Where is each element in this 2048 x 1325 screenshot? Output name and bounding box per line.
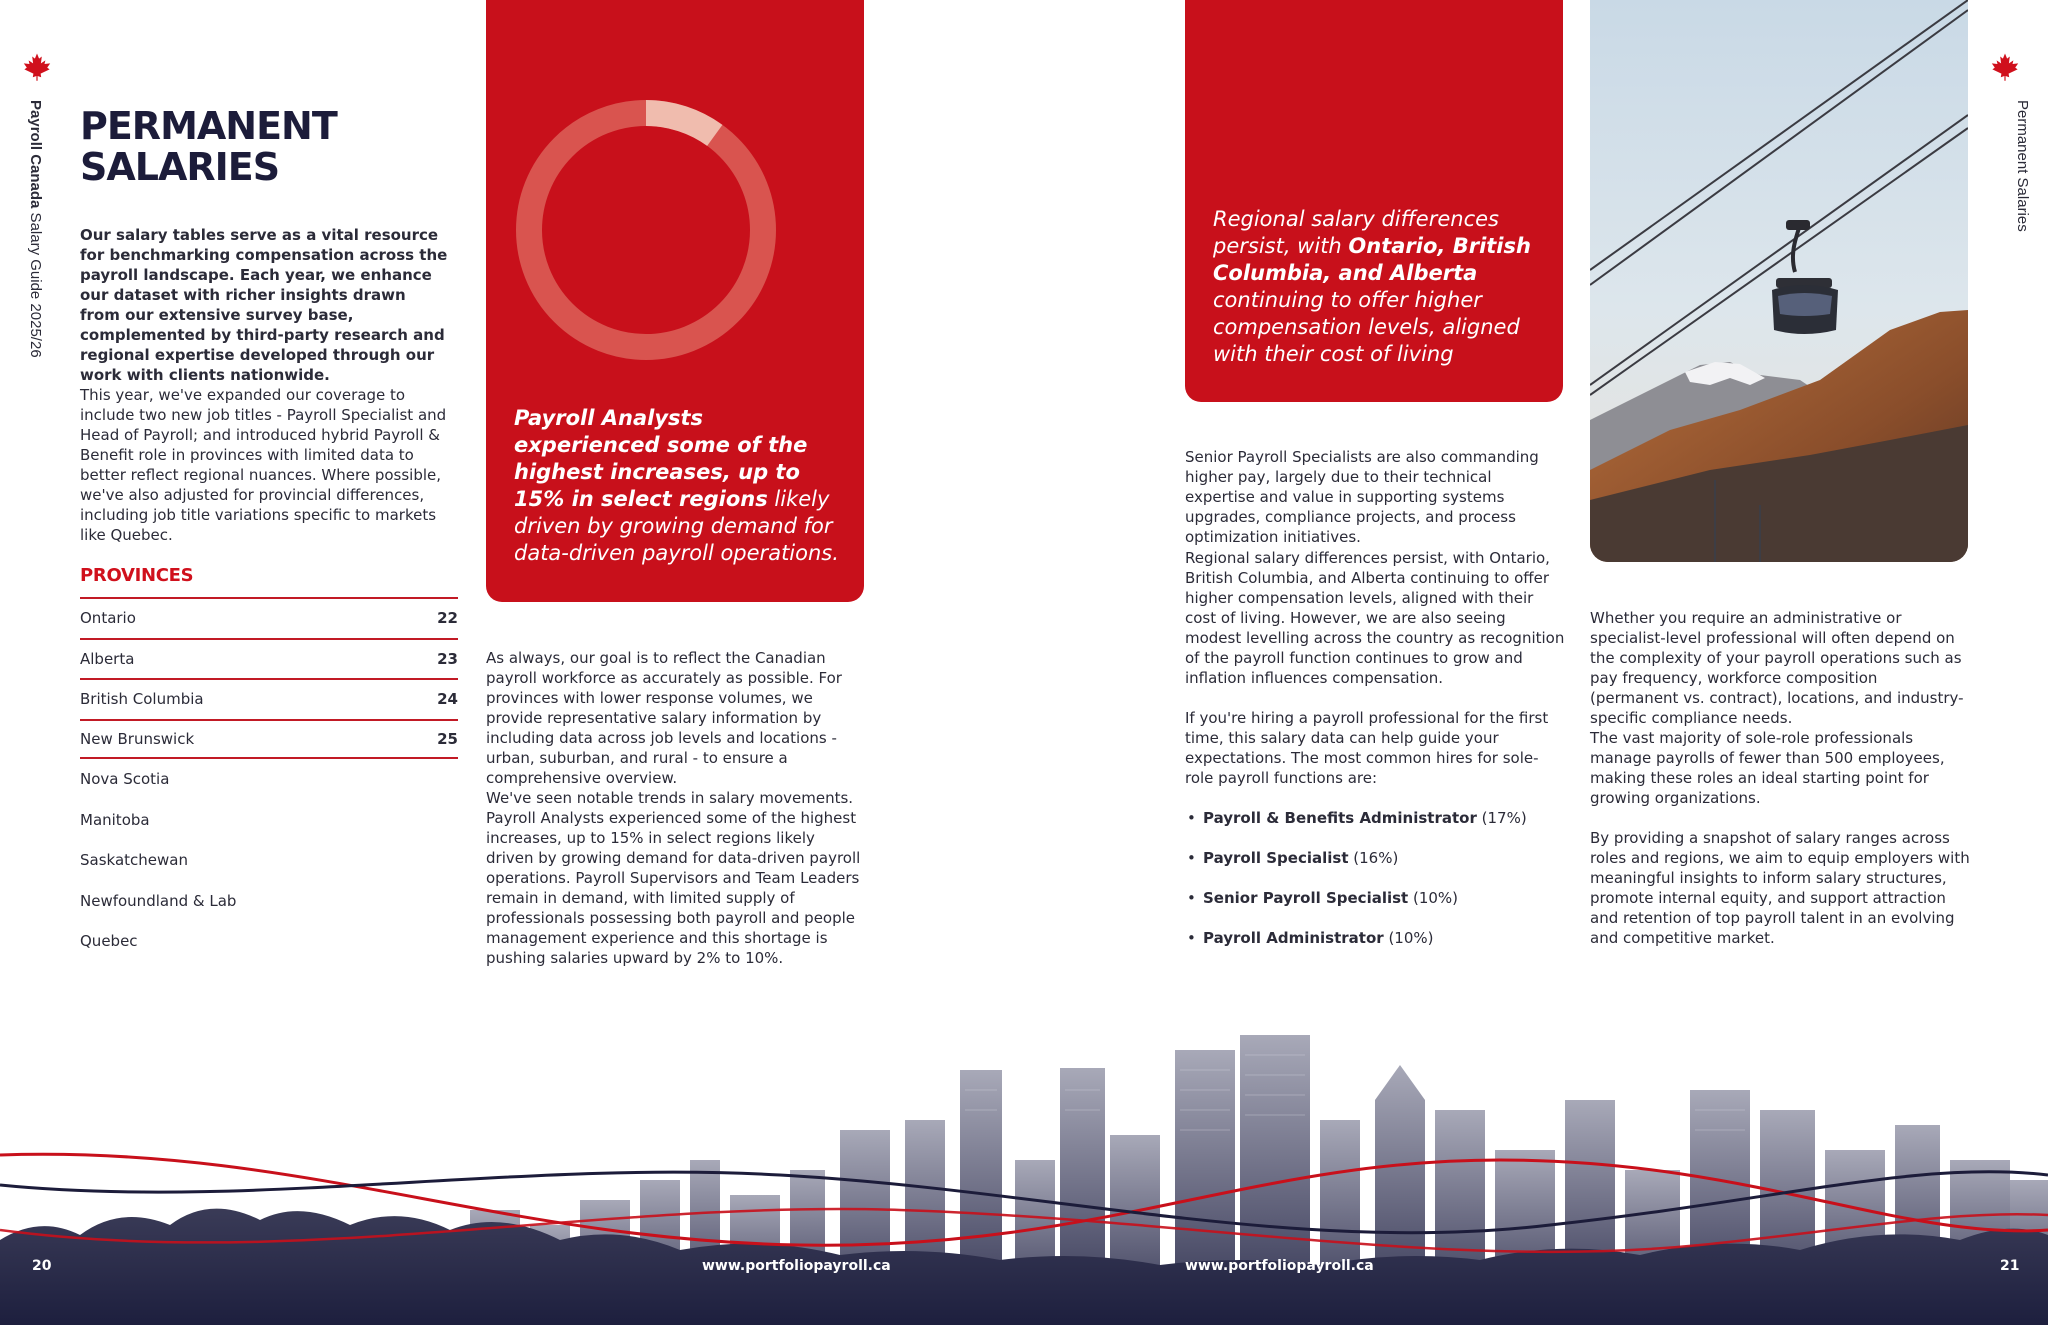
highlight-card-analysts: [486, 0, 864, 602]
intro-bold-paragraph: Our salary tables serve as a vital resource for benchmarking compensation across the payroll landscape. Each year, we enhance our dataset with richer insights drawn from our extensive survey base, complemented by third-party research and regional expertise developed through our work with clients nationwide.: [80, 226, 448, 384]
col4-paragraph-3: By providing a snapshot of salary ranges across roles and regions, we aim to equip employers with meaningful insights to inform salary structures, promote internal equity, and support attraction and retention of top payroll talent in an evolving and competitive market.: [1590, 829, 1970, 947]
page-title-line1: PERMANENT: [80, 104, 337, 148]
province-row-ontario[interactable]: [80, 597, 458, 638]
highlight-card-regional: [1185, 0, 1563, 402]
province-page-number: 25: [437, 729, 458, 748]
col3-paragraph-3: If you're hiring a payroll professional for the first time, this salary data can help guide your expectations. The most common hires for sole-role payroll functions are:: [1185, 709, 1549, 787]
province-row-british-columbia[interactable]: [80, 678, 458, 719]
regional-quote-post: continuing to offer higher compensation levels, aligned with their cost of living: [1213, 288, 1520, 366]
hire-pct: (10%): [1383, 929, 1434, 947]
common-hires-list: [1185, 808, 1565, 968]
photo-illustration: [1590, 0, 1968, 562]
province-row-alberta[interactable]: [80, 638, 458, 679]
province-name: Newfoundland & Lab: [80, 891, 237, 910]
guide-brand: Payroll Canada: [27, 100, 44, 209]
hire-role: Payroll & Benefits Administrator: [1203, 809, 1477, 827]
province-name: Manitoba: [80, 810, 150, 829]
province-row-quebec: [80, 921, 458, 962]
province-row-newfoundland: [80, 881, 458, 922]
province-name: Saskatchewan: [80, 851, 188, 870]
analysts-quote-rest: likely driven by growing demand for data-driven payroll operations.: [514, 487, 839, 565]
page-number-right: 21: [2000, 1258, 2020, 1274]
hire-role: Senior Payroll Specialist: [1203, 889, 1409, 907]
hire-item: [1185, 848, 1565, 888]
analysts-quote: [514, 405, 844, 567]
province-name: Nova Scotia: [80, 770, 170, 789]
col2-paragraph-1: As always, our goal is to reflect the Canadian payroll workforce as accurately as possible. For provinces with lower response volumes, we provide representative salary information by including data across job levels and locations - urban, suburban, and rural - to ensure a comprehensive overview.: [486, 649, 842, 787]
hire-item: [1185, 808, 1565, 848]
website-link-right[interactable]: www.portfoliopayroll.ca: [1185, 1258, 1374, 1274]
provinces-list: [80, 597, 458, 962]
guide-subtitle: Salary Guide 2025/26: [27, 208, 44, 358]
donut-ring: [529, 113, 763, 347]
hire-pct: (17%): [1476, 809, 1527, 827]
province-name: New Brunswick: [80, 729, 195, 748]
col4-paragraph-2: The vast majority of sole-role professionals manage payrolls of fewer than 500 employees, making these roles an ideal starting point for growing organizations.: [1590, 729, 1945, 807]
province-name: Alberta: [80, 649, 135, 668]
regional-quote-bold: Ontario, British Columbia, and Alberta: [1213, 234, 1531, 285]
hire-pct: (16%): [1348, 849, 1399, 867]
province-row-new-brunswick[interactable]: [80, 719, 458, 760]
province-row-saskatchewan: [80, 840, 458, 881]
province-page-number: 23: [437, 649, 458, 668]
intro-body-paragraph: This year, we've expanded our coverage to include two new job titles - Payroll Specialist and Head of Payroll; and introduced hybrid Payroll & Benefit role in provinces with limited data to better reflect regional nuances. Where possible, we've also adjusted for provincial differences, including job title variations specific to markets like Quebec.: [80, 386, 447, 544]
col4-paragraph-1: Whether you require an administrative or specialist-level professional will often depend on the complexity of your payroll operations such as pay frequency, workforce composition (permanent vs. contract), locations, and industry-specific compliance needs.: [1590, 609, 1964, 727]
guide-title-vertical: [20, 100, 44, 500]
province-row-nova-scotia: [80, 759, 458, 800]
maple-leaf-icon: [1990, 52, 2020, 82]
maple-leaf-icon: [22, 52, 52, 82]
donut-graphic: [516, 100, 776, 360]
province-name: British Columbia: [80, 690, 204, 709]
col2-paragraph-2: We've seen notable trends in salary movements. Payroll Analysts experienced some of the highest increases, up to 15% in select regions likely driven by growing demand for data-driven payroll operations. Payroll Supervisors and Team Leaders remain in demand, with limited supply of professionals possessing both payroll and people management experience and this shortage is pushing salaries upward by 2% to 10%.: [486, 789, 861, 967]
province-page-number: 22: [437, 609, 458, 628]
page-number-left: 20: [32, 1258, 52, 1274]
hire-pct: (10%): [1408, 889, 1459, 907]
province-row-manitoba: [80, 800, 458, 841]
hire-role: Payroll Administrator: [1203, 929, 1384, 947]
hire-item: [1185, 928, 1565, 968]
analysts-quote-bold: Payroll Analysts experienced some of the highest increases, up to 15% in select regions: [514, 406, 808, 511]
col3-paragraph-2: Regional salary differences persist, with Ontario, British Columbia, and Alberta continuing to offer higher compensation levels, aligned with their cost of living. However, we are also seeing modest levelling across the country as recognition of the payroll function continues to grow and inflation influences compensation.: [1185, 549, 1565, 687]
province-name: Ontario: [80, 609, 136, 628]
col3-paragraph-1: Senior Payroll Specialists are also commanding higher pay, largely due to their technical expertise and value in supporting systems upgrades, compliance projects, and process optimization initiatives.: [1185, 448, 1539, 546]
page-title: [80, 106, 460, 188]
section-label-vertical: Permanent Salaries: [2014, 100, 2031, 232]
hire-role: Payroll Specialist: [1203, 849, 1349, 867]
provinces-heading: PROVINCES: [80, 565, 194, 586]
province-page-number: 24: [437, 690, 458, 709]
regional-quote: [1213, 206, 1533, 368]
regional-quote-pre: Regional salary differences persist, with: [1213, 207, 1499, 258]
province-name: Quebec: [80, 932, 138, 951]
gondola-mountain-photo: [1590, 0, 1968, 562]
website-link-left[interactable]: www.portfoliopayroll.ca: [702, 1258, 891, 1274]
page-title-line2: SALARIES: [80, 145, 280, 189]
hire-item: [1185, 888, 1565, 928]
city-skyline-graphic: [0, 1010, 2048, 1325]
